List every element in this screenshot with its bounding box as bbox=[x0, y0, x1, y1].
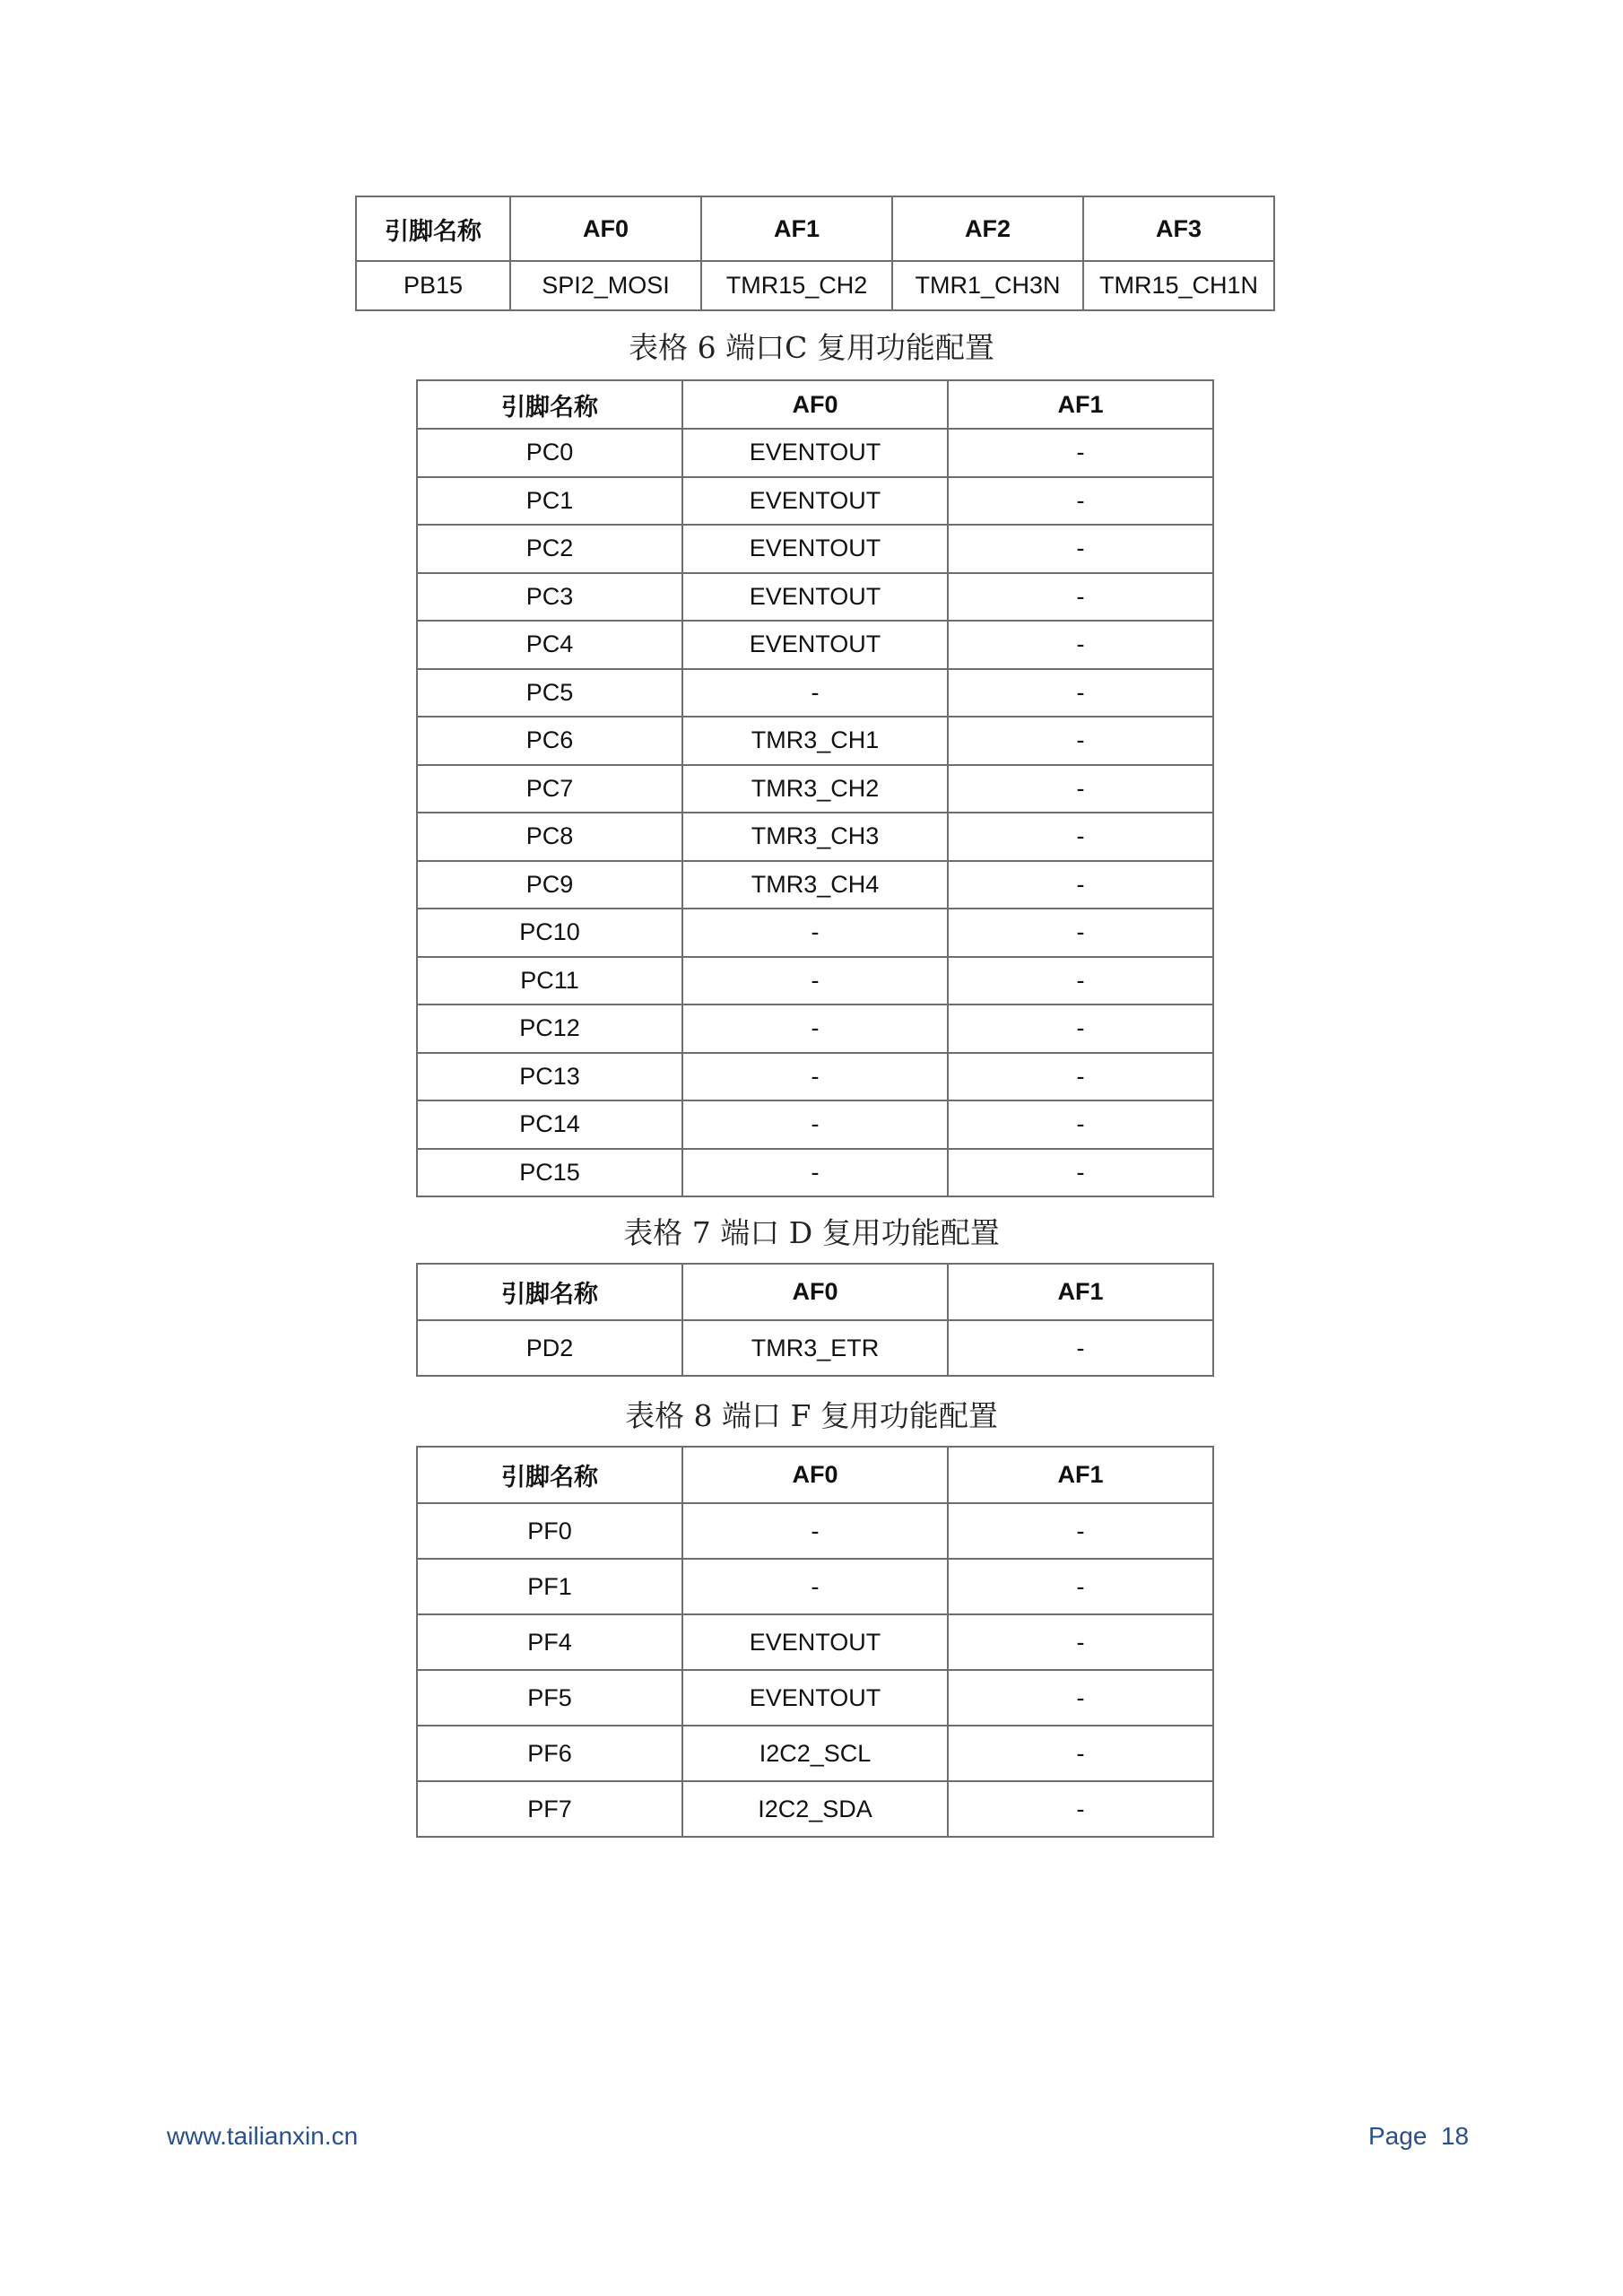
header-af1: AF1 bbox=[948, 1264, 1213, 1320]
page-number: 18 bbox=[1440, 2122, 1470, 2150]
af1-cell: - bbox=[948, 909, 1213, 957]
af1-cell: - bbox=[948, 1726, 1213, 1781]
pin-name-cell: PF0 bbox=[417, 1503, 682, 1559]
table-row bbox=[417, 1503, 1213, 1559]
pin-name-cell: PC7 bbox=[417, 765, 682, 813]
table-row bbox=[417, 813, 1213, 861]
table-row bbox=[417, 477, 1213, 526]
table-row bbox=[417, 765, 1213, 813]
port-d-table bbox=[416, 1263, 1214, 1377]
pin-name-cell: PC4 bbox=[417, 621, 682, 669]
af1-cell: - bbox=[948, 813, 1213, 861]
table-row bbox=[417, 525, 1213, 573]
af1-cell: - bbox=[948, 1320, 1213, 1376]
header-pin-name: 引脚名称 bbox=[356, 196, 510, 261]
pin-name-cell: PC13 bbox=[417, 1053, 682, 1101]
af0-cell: - bbox=[682, 1149, 948, 1197]
header-af0: AF0 bbox=[510, 196, 701, 261]
af0-cell: - bbox=[682, 957, 948, 1005]
pin-name-cell: PF7 bbox=[417, 1781, 682, 1837]
page-indicator bbox=[1368, 2122, 1469, 2151]
table-header-row bbox=[417, 380, 1213, 429]
pin-name-cell: PC11 bbox=[417, 957, 682, 1005]
af0-cell: - bbox=[682, 1004, 948, 1053]
af0-cell: EVENTOUT bbox=[682, 621, 948, 669]
af0-cell: SPI2_MOSI bbox=[510, 261, 701, 310]
af0-cell: - bbox=[682, 1100, 948, 1149]
af1-cell: - bbox=[948, 669, 1213, 718]
af0-cell: TMR3_CH1 bbox=[682, 717, 948, 765]
af1-cell: - bbox=[948, 765, 1213, 813]
header-af1: AF1 bbox=[948, 1447, 1213, 1503]
af1-cell: - bbox=[948, 1503, 1213, 1559]
af0-cell: - bbox=[682, 1559, 948, 1614]
af1-cell: - bbox=[948, 573, 1213, 622]
af3-cell: TMR15_CH1N bbox=[1083, 261, 1274, 310]
header-af0: AF0 bbox=[682, 380, 948, 429]
af1-cell: - bbox=[948, 1614, 1213, 1670]
af1-cell: - bbox=[948, 429, 1213, 477]
table-row bbox=[417, 1614, 1213, 1670]
pin-name-cell: PC5 bbox=[417, 669, 682, 718]
pin-name-cell: PF5 bbox=[417, 1670, 682, 1726]
table-row bbox=[417, 1149, 1213, 1197]
table-row bbox=[417, 957, 1213, 1005]
pin-name-cell: PC15 bbox=[417, 1149, 682, 1197]
port-b-table bbox=[355, 196, 1275, 311]
table-row bbox=[417, 1781, 1213, 1837]
table-header-row bbox=[417, 1447, 1213, 1503]
table-row bbox=[417, 669, 1213, 718]
af0-cell: I2C2_SCL bbox=[682, 1726, 948, 1781]
caption-port-c: 表格 6 端口C 复用功能配置 bbox=[629, 330, 994, 365]
header-af3: AF3 bbox=[1083, 196, 1274, 261]
table-row bbox=[417, 1726, 1213, 1781]
caption-port-f: 表格 8 端口 F 复用功能配置 bbox=[625, 1398, 998, 1433]
af1-cell: - bbox=[948, 1781, 1213, 1837]
caption-port-d: 表格 7 端口 D 复用功能配置 bbox=[623, 1215, 1000, 1250]
af1-cell: TMR15_CH2 bbox=[701, 261, 892, 310]
header-af2: AF2 bbox=[892, 196, 1083, 261]
table-row bbox=[417, 429, 1213, 477]
af1-cell: - bbox=[948, 957, 1213, 1005]
pin-name-cell: PF6 bbox=[417, 1726, 682, 1781]
table-header-row bbox=[356, 196, 1274, 261]
header-af0: AF0 bbox=[682, 1264, 948, 1320]
table-row bbox=[417, 1559, 1213, 1614]
af0-cell: - bbox=[682, 669, 948, 718]
af0-cell: - bbox=[682, 1053, 948, 1101]
af1-cell: - bbox=[948, 525, 1213, 573]
table-row bbox=[417, 861, 1213, 909]
af0-cell: TMR3_CH3 bbox=[682, 813, 948, 861]
pin-name-cell: PC0 bbox=[417, 429, 682, 477]
af0-cell: EVENTOUT bbox=[682, 1670, 948, 1726]
pin-name-cell: PB15 bbox=[356, 261, 510, 310]
table-row bbox=[417, 1053, 1213, 1101]
pin-name-cell: PC6 bbox=[417, 717, 682, 765]
pin-name-cell: PC8 bbox=[417, 813, 682, 861]
table-row bbox=[417, 1004, 1213, 1053]
header-pin-name: 引脚名称 bbox=[417, 380, 682, 429]
af0-cell: EVENTOUT bbox=[682, 573, 948, 622]
af0-cell: I2C2_SDA bbox=[682, 1781, 948, 1837]
table-row bbox=[356, 261, 1274, 310]
af0-cell: TMR3_ETR bbox=[682, 1320, 948, 1376]
af0-cell: EVENTOUT bbox=[682, 429, 948, 477]
table-row bbox=[417, 1670, 1213, 1726]
pin-name-cell: PC12 bbox=[417, 1004, 682, 1053]
port-f-table bbox=[416, 1446, 1214, 1838]
table-row bbox=[417, 621, 1213, 669]
af0-cell: - bbox=[682, 909, 948, 957]
pin-name-cell: PC1 bbox=[417, 477, 682, 526]
page-label: Page bbox=[1368, 2122, 1428, 2150]
af1-cell: - bbox=[948, 621, 1213, 669]
pin-name-cell: PF4 bbox=[417, 1614, 682, 1670]
table-header-row bbox=[417, 1264, 1213, 1320]
pin-name-cell: PC14 bbox=[417, 1100, 682, 1149]
af1-cell: - bbox=[948, 717, 1213, 765]
table-row bbox=[417, 909, 1213, 957]
pin-name-cell: PC10 bbox=[417, 909, 682, 957]
pin-name-cell: PC9 bbox=[417, 861, 682, 909]
af1-cell: - bbox=[948, 1670, 1213, 1726]
af2-cell: TMR1_CH3N bbox=[892, 261, 1083, 310]
af0-cell: EVENTOUT bbox=[682, 1614, 948, 1670]
port-c-table bbox=[416, 379, 1214, 1197]
table-row bbox=[417, 1100, 1213, 1149]
header-pin-name: 引脚名称 bbox=[417, 1447, 682, 1503]
pin-name-cell: PD2 bbox=[417, 1320, 682, 1376]
pin-name-cell: PC3 bbox=[417, 573, 682, 622]
table-row bbox=[417, 573, 1213, 622]
header-af0: AF0 bbox=[682, 1447, 948, 1503]
af1-cell: - bbox=[948, 1100, 1213, 1149]
af0-cell: TMR3_CH4 bbox=[682, 861, 948, 909]
af0-cell: TMR3_CH2 bbox=[682, 765, 948, 813]
table-row bbox=[417, 717, 1213, 765]
af0-cell: - bbox=[682, 1503, 948, 1559]
header-pin-name: 引脚名称 bbox=[417, 1264, 682, 1320]
website-link[interactable]: www.tailianxin.cn bbox=[167, 2122, 359, 2150]
af1-cell: - bbox=[948, 861, 1213, 909]
table-row bbox=[417, 1320, 1213, 1376]
af0-cell: EVENTOUT bbox=[682, 525, 948, 573]
af1-cell: - bbox=[948, 1053, 1213, 1101]
header-af1: AF1 bbox=[948, 380, 1213, 429]
af1-cell: - bbox=[948, 477, 1213, 526]
pin-name-cell: PF1 bbox=[417, 1559, 682, 1614]
af1-cell: - bbox=[948, 1149, 1213, 1197]
header-af1: AF1 bbox=[701, 196, 892, 261]
af0-cell: EVENTOUT bbox=[682, 477, 948, 526]
af1-cell: - bbox=[948, 1004, 1213, 1053]
af1-cell: - bbox=[948, 1559, 1213, 1614]
pin-name-cell: PC2 bbox=[417, 525, 682, 573]
